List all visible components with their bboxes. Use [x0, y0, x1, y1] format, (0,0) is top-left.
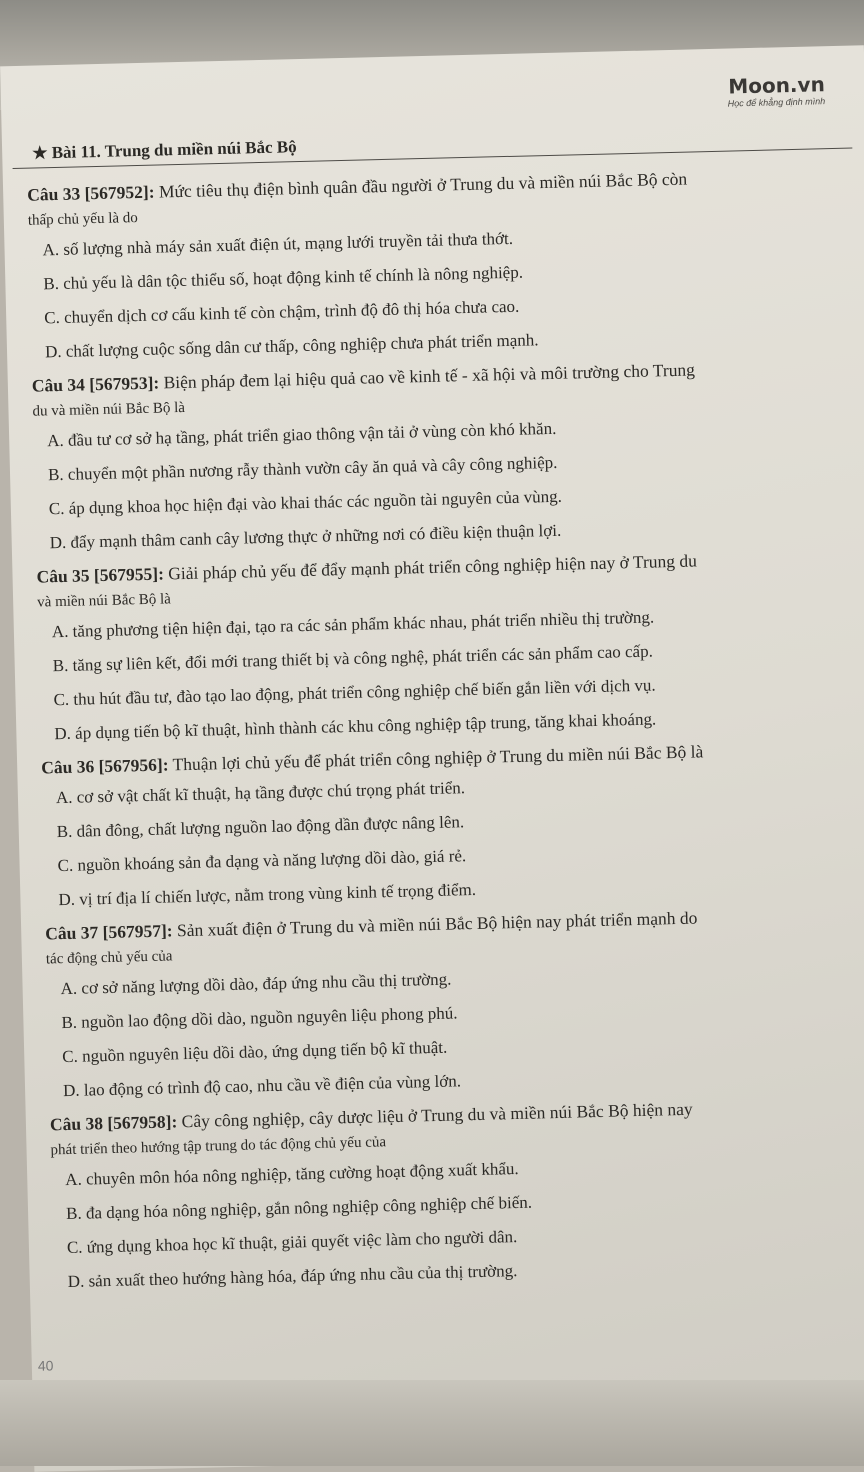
question-text-continued: du và miền núi Bắc Bộ là	[32, 399, 186, 420]
answer-option: C. áp dụng khoa học hiện đại vào khai thác các nguồn tài nguyên của vùng.	[48, 486, 563, 519]
answer-option: C. thu hút đầu tư, đào tạo lao động, phát triển công nghiệp chế biến gắn liền với dịch vụ.	[53, 675, 656, 710]
answer-option: D. chất lượng cuộc sống dân cư thấp, công nghiệp chưa phát triển mạnh.	[44, 330, 539, 362]
answer-option: C. chuyển dịch cơ cấu kinh tế còn chậm, trình độ đô thị hóa chưa cao.	[44, 296, 520, 328]
answer-option: D. vị trí địa lí chiến lược, nằm trong vùng kinh tế trọng điểm.	[58, 879, 477, 910]
question-text: Biện pháp đem lại hiệu quả cao về kinh tế - xã hội và môi trường cho Trung	[158, 359, 696, 393]
answer-option: C. nguồn khoáng sản đa dạng và năng lượng dồi dào, giá rẻ.	[57, 846, 467, 876]
question-text: Sản xuất điện ở Trung du và miền núi Bắc Bộ hiện nay phát triển mạnh do	[172, 907, 698, 941]
question-text: Giải pháp chủ yếu để đẩy mạnh phát triển công nghiệp hiện nay ở Trung du	[163, 550, 698, 584]
answer-option: B. dân đông, chất lượng nguồn lao động dần được nâng lên.	[56, 812, 465, 842]
answer-option: D. đẩy mạnh thâm canh cây lương thực ở những nơi có điều kiện thuận lợi.	[49, 520, 562, 553]
answer-option: D. áp dụng tiến bộ kĩ thuật, hình thành các khu công nghiệp tập trung, tăng khai khoáng.	[54, 709, 657, 744]
background-bottom	[0, 1380, 864, 1466]
answer-option: C. nguồn nguyên liệu dồi dào, ứng dụng tiến bộ kĩ thuật.	[62, 1037, 448, 1067]
answer-option: A. số lượng nhà máy sản xuất điện út, mạng lưới truyền tải thưa thớt.	[42, 228, 514, 260]
answer-option: D. lao động có trình độ cao, nhu cầu về điện của vùng lớn.	[62, 1071, 462, 1101]
answer-option: A. đầu tư cơ sở hạ tầng, phát triển giao thông vận tải ở vùng còn khó khăn.	[47, 418, 557, 451]
answer-option: A. cơ sở năng lượng dồi dào, đáp ứng nhu cầu thị trường.	[60, 969, 452, 999]
answer-option: A. tăng phương tiện hiện đại, tạo ra các sản phẩm khác nhau, phát triển nhiều thị trường.	[51, 607, 655, 642]
question-block	[27, 161, 861, 369]
question-block	[50, 1091, 864, 1299]
answer-option: B. chuyển một phần nương rẫy thành vườn cây ăn quả và cây công nghiệp.	[47, 452, 558, 485]
question-label: Câu 38 [567958]:	[49, 1111, 178, 1135]
question-label: Câu 36 [567956]:	[40, 754, 169, 778]
section-header	[12, 124, 852, 170]
answer-option: B. nguồn lao động dồi dào, nguồn nguyên liệu phong phú.	[61, 1003, 458, 1033]
brand-name: Moon.vn	[727, 72, 826, 99]
section-title: ★ Bài 11. Trung du miền núi Bắc Bộ	[31, 137, 297, 163]
question-text-continued: phát triển theo hướng tập trung do tác động chủ yếu của	[50, 1134, 387, 1159]
question-block	[45, 900, 864, 1108]
answer-option: B. chủ yếu là dân tộc thiểu số, hoạt động kinh tế chính là nông nghiệp.	[43, 262, 524, 294]
question-block	[41, 734, 864, 917]
question-block	[36, 543, 864, 751]
brand-tagline: Học để khẳng định mình	[727, 96, 826, 109]
question-label: Câu 37 [567957]:	[45, 920, 173, 944]
answer-option: A. chuyên môn hóa nông nghiệp, tăng cường hoạt động xuất khẩu.	[65, 1158, 519, 1190]
question-text-continued: và miền núi Bắc Bộ là	[36, 591, 172, 611]
question-list	[27, 161, 864, 1302]
answer-option: C. ứng dụng khoa học kĩ thuật, giải quyết việc làm cho người dân.	[66, 1227, 518, 1258]
answer-option: A. cơ sở vật chất kĩ thuật, hạ tầng được chú trọng phát triển.	[55, 778, 466, 808]
question-text: Cây công nghiệp, cây dược liệu ở Trung du và miền núi Bắc Bộ hiện nay	[177, 1098, 693, 1132]
question-block	[32, 352, 864, 560]
worksheet-page	[0, 45, 864, 1472]
question-text-continued: tác động chủ yếu của	[45, 948, 173, 968]
question-label: Câu 33 [567952]:	[26, 181, 155, 205]
answer-option: B. tăng sự liên kết, đổi mới trang thiết bị và công nghệ, phát triển các sản phẩm cao cấp.	[52, 641, 654, 676]
answer-option: D. sản xuất theo hướng hàng hóa, đáp ứng nhu cầu của thị trường.	[67, 1261, 518, 1292]
page-number: 40	[37, 1357, 54, 1374]
question-text-continued: thấp chủ yếu là do	[27, 210, 138, 229]
question-label: Câu 35 [567955]:	[36, 563, 165, 587]
brand-logo	[727, 72, 825, 108]
answer-option: B. đa dạng hóa nông nghiệp, gắn nông nghiệp công nghiệp chế biến.	[65, 1192, 533, 1224]
question-label: Câu 34 [567953]:	[31, 372, 160, 396]
question-text: Thuận lợi chủ yếu để phát triển công nghiệp ở Trung du miền núi Bắc Bộ là	[168, 741, 704, 775]
question-text: Mức tiêu thụ điện bình quân đầu người ở Trung du và miền núi Bắc Bộ còn	[154, 168, 688, 202]
